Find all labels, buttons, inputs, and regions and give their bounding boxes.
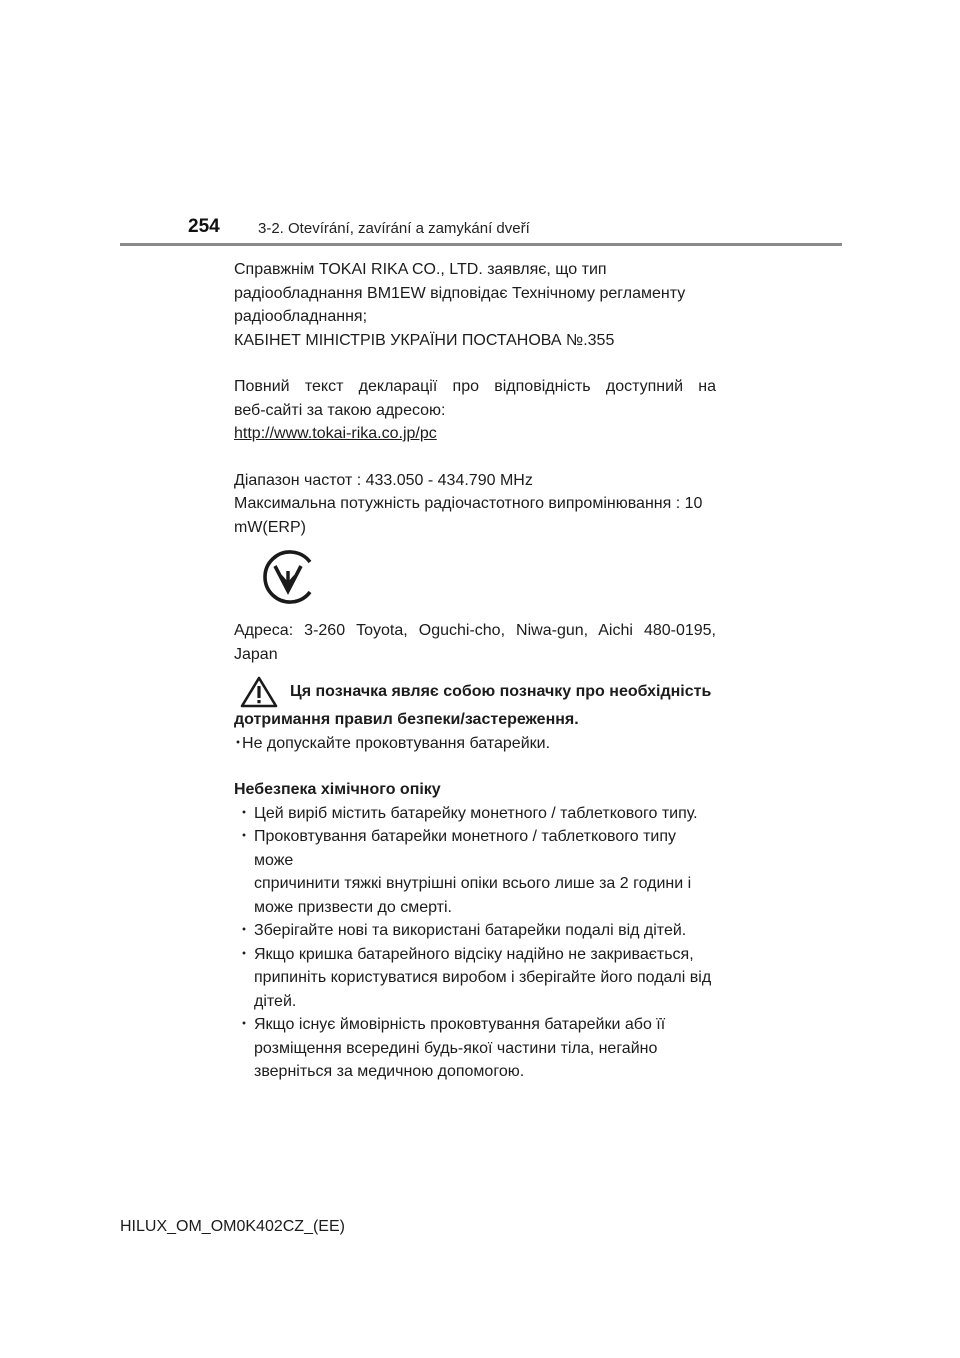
max-power-line-1: Максимальна потужність радіочастотного випромінювання : 10 bbox=[234, 495, 703, 512]
address-line-2: Japan bbox=[234, 645, 278, 663]
bullet-symbol: ･ bbox=[240, 828, 249, 845]
chemical-burn-bullet-text: дітей. bbox=[254, 992, 297, 1010]
full-text-line-2: веб-сайті за такою адресою: bbox=[234, 401, 446, 419]
chemical-burn-bullet-text: Якщо кришка батарейного відсіку надійно не закривається, bbox=[254, 945, 694, 963]
chemical-burn-bullet-line bbox=[234, 919, 716, 943]
document-code: HILUX_OM_OM0K402CZ_(EE) bbox=[120, 1218, 345, 1235]
chemical-burn-bullet-line bbox=[234, 1013, 716, 1037]
chemical-burn-bullet-line bbox=[234, 990, 716, 1014]
chemical-burn-bullet-text: розміщення всередині будь-якої частини тіла, негайно bbox=[254, 1039, 658, 1057]
chemical-burn-bullet-line bbox=[234, 872, 716, 896]
chemical-burn-bullet-text: спричинити тяжкі внутрішні опіки всього лише за 2 години і bbox=[254, 875, 692, 892]
chemical-burn-bullet-text: зверніться за медичною допомогою. bbox=[254, 1063, 525, 1080]
bullet-symbol: ･ bbox=[234, 734, 243, 752]
warning-bullet-text: Не допускайте проковтування батарейки. bbox=[242, 734, 551, 752]
chemical-burn-bullet-text: припиніть користуватися виробом і зберігайте його подалі від bbox=[254, 969, 712, 986]
declaration-line-1: Справжнім TOKAI RIKA CO., LTD. заявляє, що тип bbox=[234, 261, 607, 278]
chemical-burn-bullet-line bbox=[234, 825, 716, 872]
chemical-burn-heading: Небезпека хімічного опіку bbox=[234, 781, 441, 798]
chemical-burn-bullet-line bbox=[234, 943, 716, 967]
header-rule bbox=[120, 243, 842, 246]
warning-bullet bbox=[234, 732, 716, 756]
bullet-symbol: ･ bbox=[240, 804, 249, 822]
section-title: 3-2. Otevírání, zavírání a zamykání dveří bbox=[258, 220, 530, 237]
chemical-burn-bullet-line bbox=[234, 896, 716, 920]
page-number: 254 bbox=[188, 216, 220, 237]
max-power-line-2: mW(ERP) bbox=[234, 518, 306, 536]
bullet-symbol: ･ bbox=[240, 1016, 249, 1033]
chemical-burn-bullet-line bbox=[234, 1037, 716, 1061]
bullet-symbol: ･ bbox=[240, 922, 249, 939]
page-content bbox=[234, 258, 716, 1084]
address-line-1: Адреса: 3-260 Toyota, Oguchi-cho, Niwa-gun, Aichi 480-0195, bbox=[234, 622, 716, 639]
chemical-burn-bullet-text: Проковтування батарейки монетного / таблеткового типу може bbox=[254, 828, 676, 869]
chemical-burn-bullet-text: Якщо існує ймовірність проковтування батарейки або її bbox=[254, 1016, 666, 1033]
ua-conformity-mark-icon bbox=[258, 547, 318, 607]
chemical-burn-list bbox=[234, 802, 716, 1084]
declaration-url-link[interactable]: http://www.tokai-rika.co.jp/pc bbox=[234, 425, 437, 442]
frequency-range: Діапазон частот : 433.050 - 434.790 MHz bbox=[234, 471, 533, 489]
warning-line-2: дотримання правил безпеки/застереження. bbox=[234, 711, 579, 728]
declaration-line-3: радіообладнання; bbox=[234, 308, 368, 325]
chemical-burn-bullet-text: може призвести до смерті. bbox=[254, 898, 452, 916]
chemical-burn-bullet-text: Зберігайте нові та використані батарейки подалі від дітей. bbox=[254, 922, 687, 939]
declaration-line-2: радіообладнання BM1EW відповідає Технічному регламенту bbox=[234, 284, 686, 302]
full-text-line-1: Повний текст декларації про відповідність доступний на bbox=[234, 378, 716, 395]
chemical-burn-bullet-line bbox=[234, 1060, 716, 1084]
chemical-burn-bullet-line bbox=[234, 802, 716, 826]
bullet-symbol: ･ bbox=[240, 945, 249, 963]
declaration-line-4: КАБІНЕТ МІНІСТРІВ УКРАЇНИ ПОСТАНОВА №.355 bbox=[234, 331, 615, 349]
warning-triangle-icon bbox=[240, 676, 278, 708]
chemical-burn-bullet-line bbox=[234, 966, 716, 990]
warning-line-1: Ця позначка являє собою позначку про необхідність bbox=[290, 683, 712, 701]
chemical-burn-bullet-text: Цей виріб містить батарейку монетного / таблеткового типу. bbox=[254, 804, 698, 822]
